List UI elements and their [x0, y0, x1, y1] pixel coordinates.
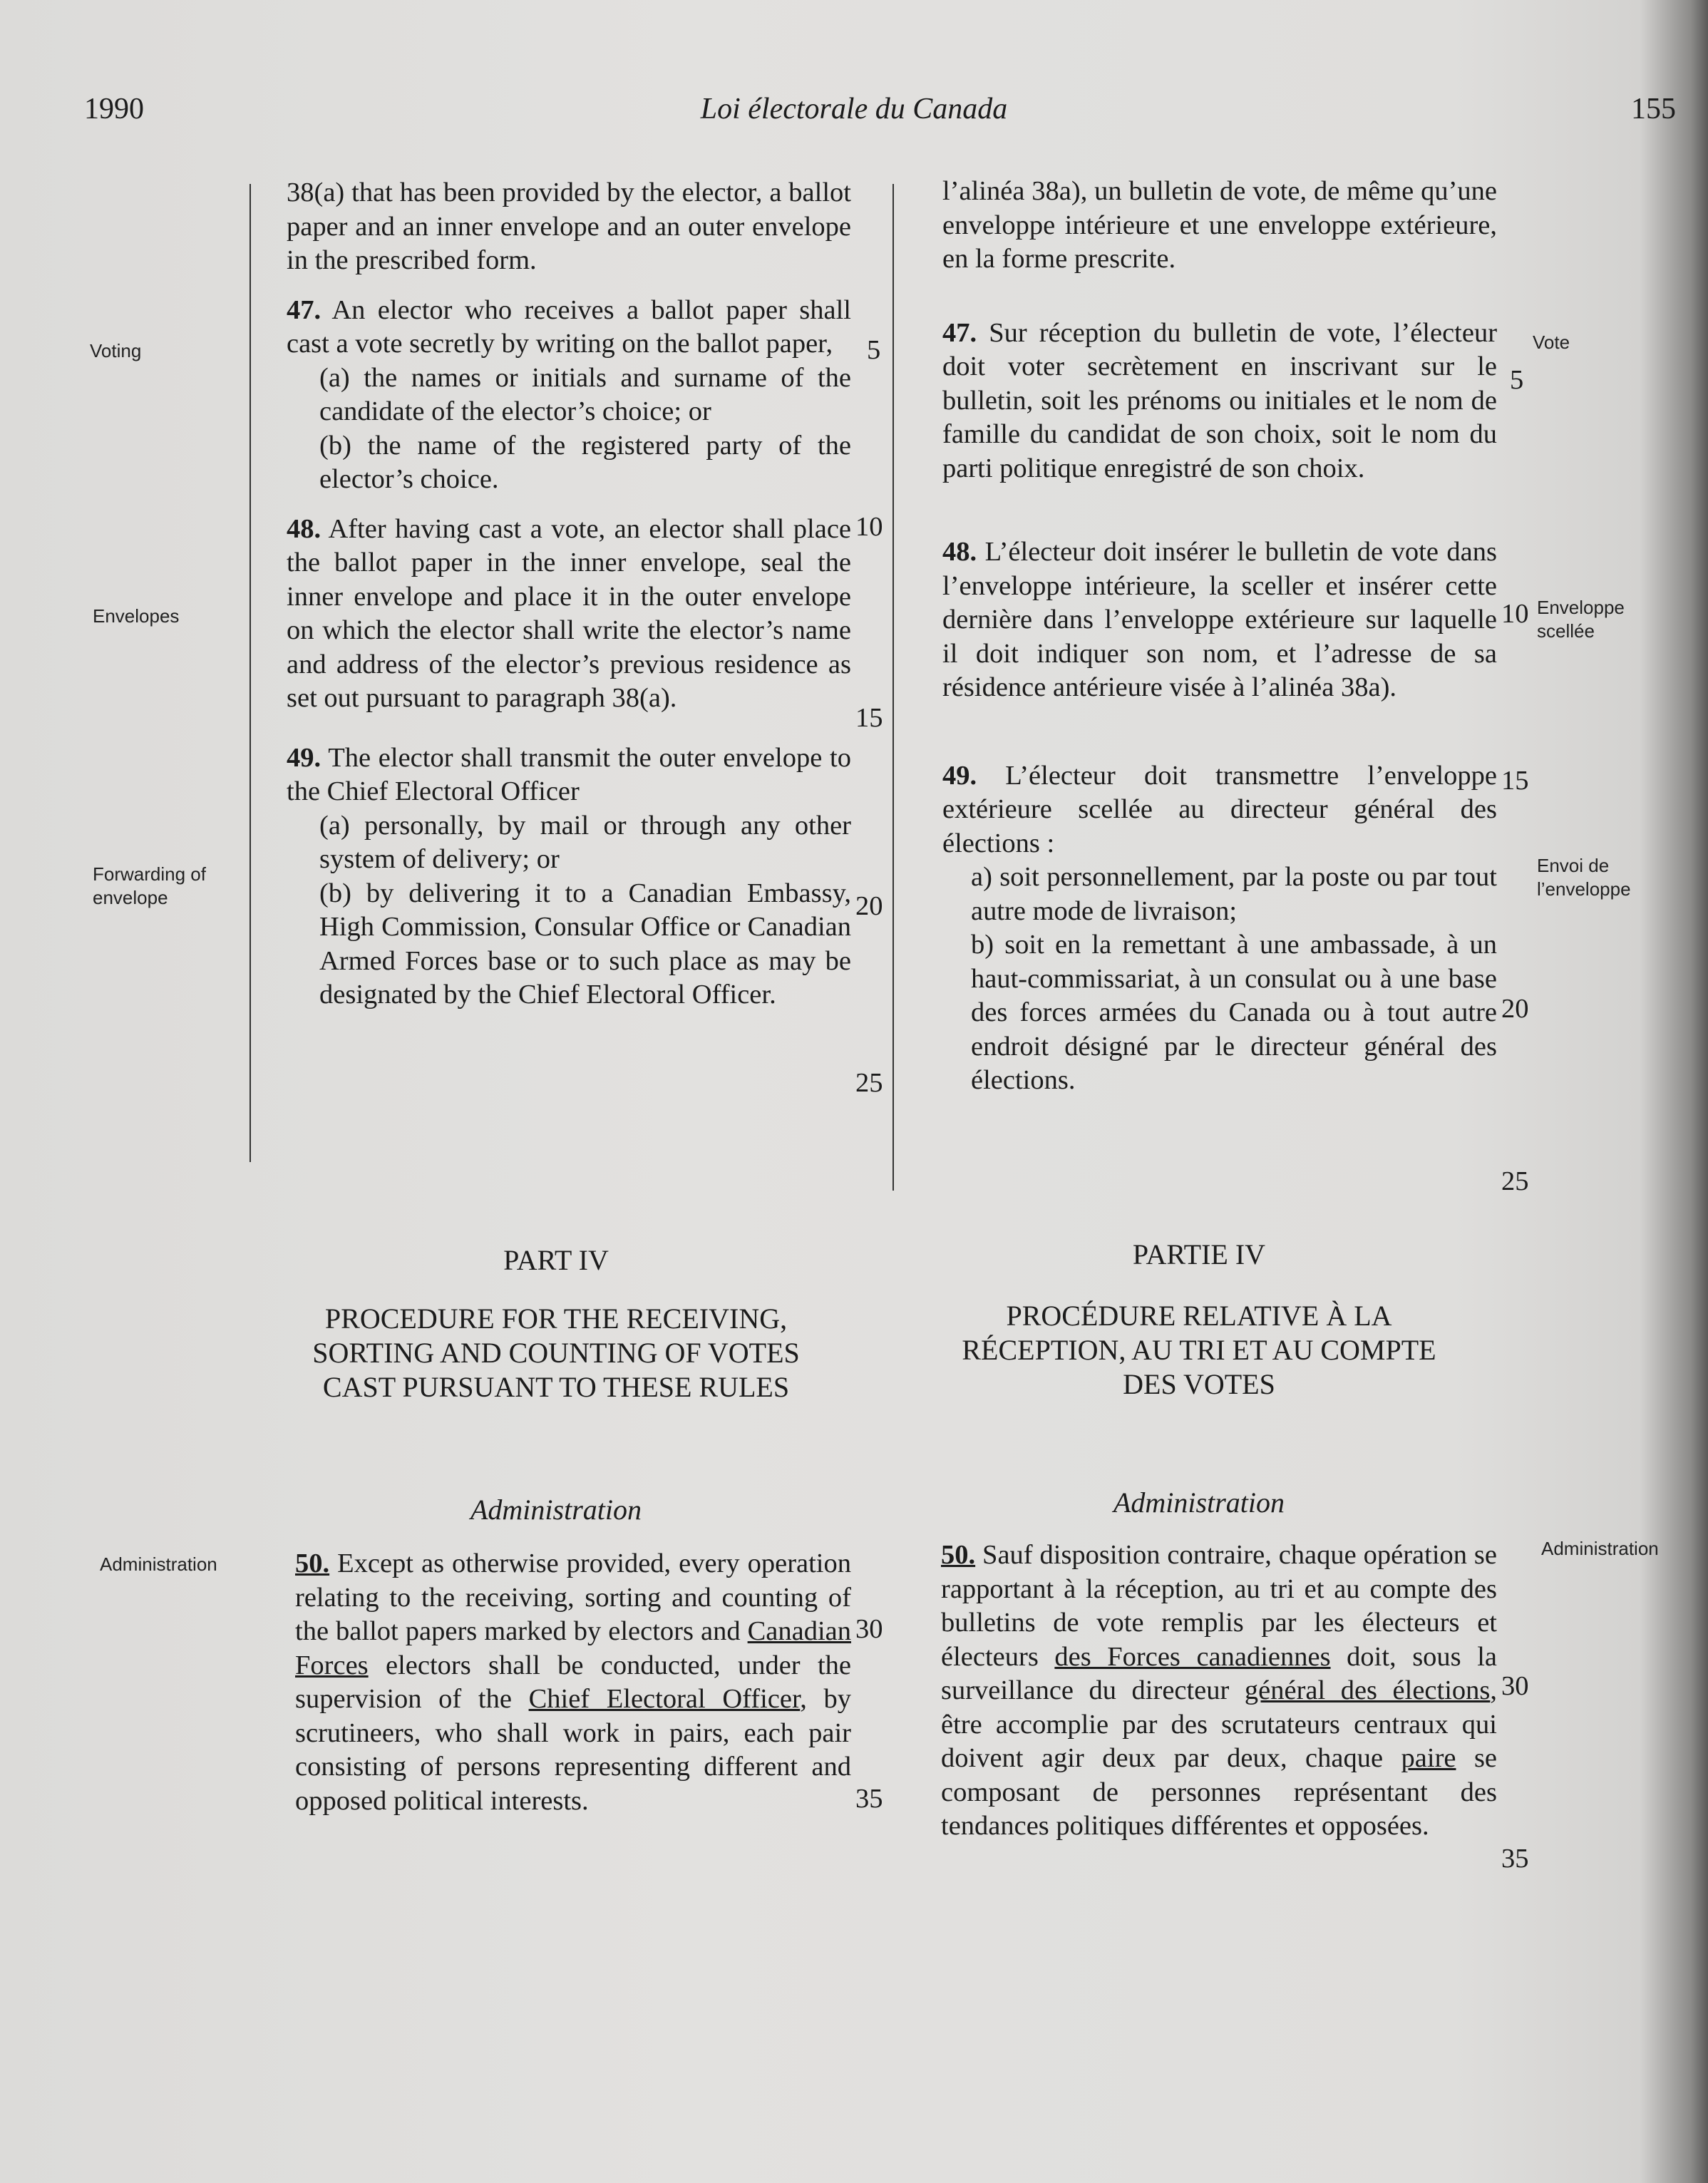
en-section-47: [287, 294, 851, 361]
header-title: Loi électorale du Canada: [700, 93, 1008, 125]
en-s47-number: 47.: [287, 294, 321, 325]
en-line-number: 20: [855, 891, 883, 921]
en-s50-paragraph: [295, 1547, 851, 1818]
en-s47-a: (a) the names or initials and surname of the candidate of the elector’s choice; or: [319, 362, 851, 426]
header-year: 1990: [84, 93, 144, 125]
fr-part-number: PARTIE IV: [1132, 1238, 1266, 1270]
en-s49-number: 49.: [287, 742, 321, 773]
fr-intro: l’alinéa 38a), un bulletin de vote, de même qu’une enveloppe intérieure et une enveloppe extérieure, en la forme prescrite.: [942, 176, 1497, 274]
english-column: [287, 176, 851, 1012]
fr-s48-number: 48.: [942, 537, 977, 567]
fr-line-number: 5: [1510, 365, 1524, 395]
en-section-48: [287, 513, 851, 716]
fr-s50-paire: paire: [1401, 1743, 1456, 1773]
fr-s49-b: b) soit en la remettant à une ambassade, à un haut-commissariat, à un consulat ou à une base des forces armées du Canada ou à tout autre endroit désigné par le directeur général des élections.: [971, 930, 1497, 1095]
margin-note-administration: Administration: [100, 1553, 217, 1575]
en-admin-heading: Administration: [470, 1494, 642, 1526]
en-line-number: 15: [855, 703, 883, 733]
margin-note-envoi: Envoi de l’enveloppe: [1537, 855, 1631, 900]
fr-section-50: [941, 1539, 1497, 1844]
en-part-title-line: SORTING AND COUNTING OF VOTES: [312, 1337, 800, 1369]
en-s50-chief-electoral-officer: Chief Electoral Officer: [528, 1684, 801, 1714]
fr-s49-number: 49.: [942, 760, 977, 791]
fr-part-title-line: PROCÉDURE RELATIVE À LA: [1006, 1300, 1392, 1332]
fr-s50-paragraph: [941, 1539, 1497, 1844]
fr-line-number: 25: [1501, 1166, 1529, 1196]
en-section-49: [287, 741, 851, 809]
en-part-title-line: CAST PURSUANT TO THESE RULES: [322, 1371, 790, 1403]
margin-note-voting: Voting: [90, 340, 142, 361]
margin-note-envelopes: Envelopes: [93, 605, 180, 627]
margin-note-forwarding: Forwarding of envelope: [93, 863, 206, 908]
en-line-number: 35: [855, 1784, 883, 1814]
fr-line-number: 35: [1501, 1844, 1529, 1874]
fr-s50-general-des-elections: général des élections: [1244, 1675, 1491, 1705]
en-line-number: 5: [867, 335, 881, 365]
en-s49-a: (a) personally, by mail or through any other system of delivery; or: [319, 810, 851, 874]
header-page-number: 155: [1631, 93, 1676, 125]
en-line-number: 25: [855, 1068, 883, 1098]
en-part-number: PART IV: [503, 1244, 609, 1276]
en-s49-text: The elector shall transmit the outer envelope to the Chief Electoral Officer: [287, 742, 851, 806]
fr-s50-forces-canadiennes: des Forces canadiennes: [1054, 1641, 1331, 1672]
french-column: [942, 175, 1497, 1098]
fr-s47-number: 47.: [942, 317, 977, 348]
en-s50-number: 50.: [295, 1548, 330, 1578]
en-intro: 38(a) that has been provided by the elector, a ballot paper and an inner envelope and an outer envelope in the prescribed form.: [287, 178, 851, 275]
fr-admin-heading: Administration: [1113, 1486, 1285, 1519]
en-s48-number: 48.: [287, 513, 321, 544]
fr-s47-text: Sur réception du bulletin de vote, l’électeur doit voter secrètement en inscrivant sur le bulletin, soit les prénoms ou initiales et le nom de famille du candidat de son choix, soit le nom du parti politique enregistré de son choix.: [942, 317, 1498, 483]
fr-part-title: [900, 1299, 1498, 1402]
en-part-title: [249, 1302, 863, 1404]
fr-line-number: 30: [1501, 1671, 1529, 1701]
margin-note-administration-fr: Administration: [1541, 1538, 1659, 1559]
fr-s48-text: L’électeur doit insérer le bulletin de vote dans l’enveloppe intérieure, la sceller et insérer cette dernière dans l’enveloppe extérieure sur laquelle il doit indiquer son nom, et l’adresse de sa résidence antérieure visée à l’alinéa 38a).: [942, 537, 1497, 702]
en-s48-text: After having cast a vote, an elector shall place the ballot paper in the inner envelope, seal the inner envelope and place it in the outer envelope on which the elector shall write the elector’s name and address of the elector’s previous residence as set out pursuant to paragraph 38(a).: [287, 513, 851, 713]
en-section-50: [295, 1547, 851, 1818]
fr-s50-text-2: doit, sous la surveillance du directeur: [941, 1641, 1497, 1705]
margin-note-enveloppe-scellee: Enveloppe scellée: [1537, 597, 1625, 642]
fr-s50-number: 50.: [941, 1540, 976, 1570]
fr-section-47: [942, 317, 1497, 486]
center-column-rule: [892, 184, 894, 1191]
fr-s49-a: a) soit personnellement, par la poste ou par tout autre mode de livraison;: [971, 862, 1497, 926]
fr-s50-text-3: , être accomplie par des scrutateurs centraux qui doivent agir deux par deux, chaque: [941, 1675, 1498, 1773]
fr-part-title-line: RÉCEPTION, AU TRI ET AU COMPTE: [962, 1334, 1436, 1366]
fr-s50-text-4: se composant de personnes représentant des tendances politiques différentes et opposées.: [941, 1743, 1498, 1841]
fr-line-number: 10: [1501, 599, 1529, 629]
margin-note-vote: Vote: [1533, 332, 1570, 353]
en-s47-text: An elector who receives a ballot paper shall cast a vote secretly by writing on the ballot paper,: [287, 294, 851, 359]
en-s50-text-2: electors shall be conducted, under the supervision of the: [295, 1650, 851, 1714]
fr-section-48: [942, 535, 1497, 705]
en-s50-text-3: , by scrutineers, who shall work in pairs, each pair consisting of persons representing different and opposed political interests.: [295, 1684, 852, 1816]
fr-s49-text: L’électeur doit transmettre l’enveloppe extérieure scellée au directeur général des élections :: [942, 760, 1498, 858]
en-part-title-line: PROCEDURE FOR THE RECEIVING,: [324, 1303, 788, 1335]
fr-part-title-line: DES VOTES: [1123, 1368, 1275, 1400]
fr-line-number: 20: [1501, 994, 1529, 1024]
en-s50-canadian-forces: Canadian Forces: [295, 1616, 852, 1680]
fr-s50-text-1: Sauf disposition contraire, chaque opération se rapportant à la réception, au tri et au compte des bulletins de vote remplis par les électeurs et électeurs: [941, 1540, 1497, 1672]
en-line-number: 30: [855, 1614, 883, 1644]
fr-section-49: [942, 759, 1497, 861]
en-s50-text-1: Except as otherwise provided, every operation relating to the receiving, sorting and counting of the ballot papers marked by electors and: [295, 1548, 851, 1646]
en-line-number: 10: [855, 512, 883, 542]
left-column-rule: [249, 184, 251, 1162]
en-s47-b: (b) the name of the registered party of the elector’s choice.: [319, 430, 851, 494]
fr-line-number: 15: [1501, 766, 1529, 796]
en-s49-b: (b) by delivering it to a Canadian Embassy, High Commission, Consular Office or Canadian Armed Forces base or to such place as may be designated by the Chief Electoral Officer.: [319, 878, 851, 1010]
